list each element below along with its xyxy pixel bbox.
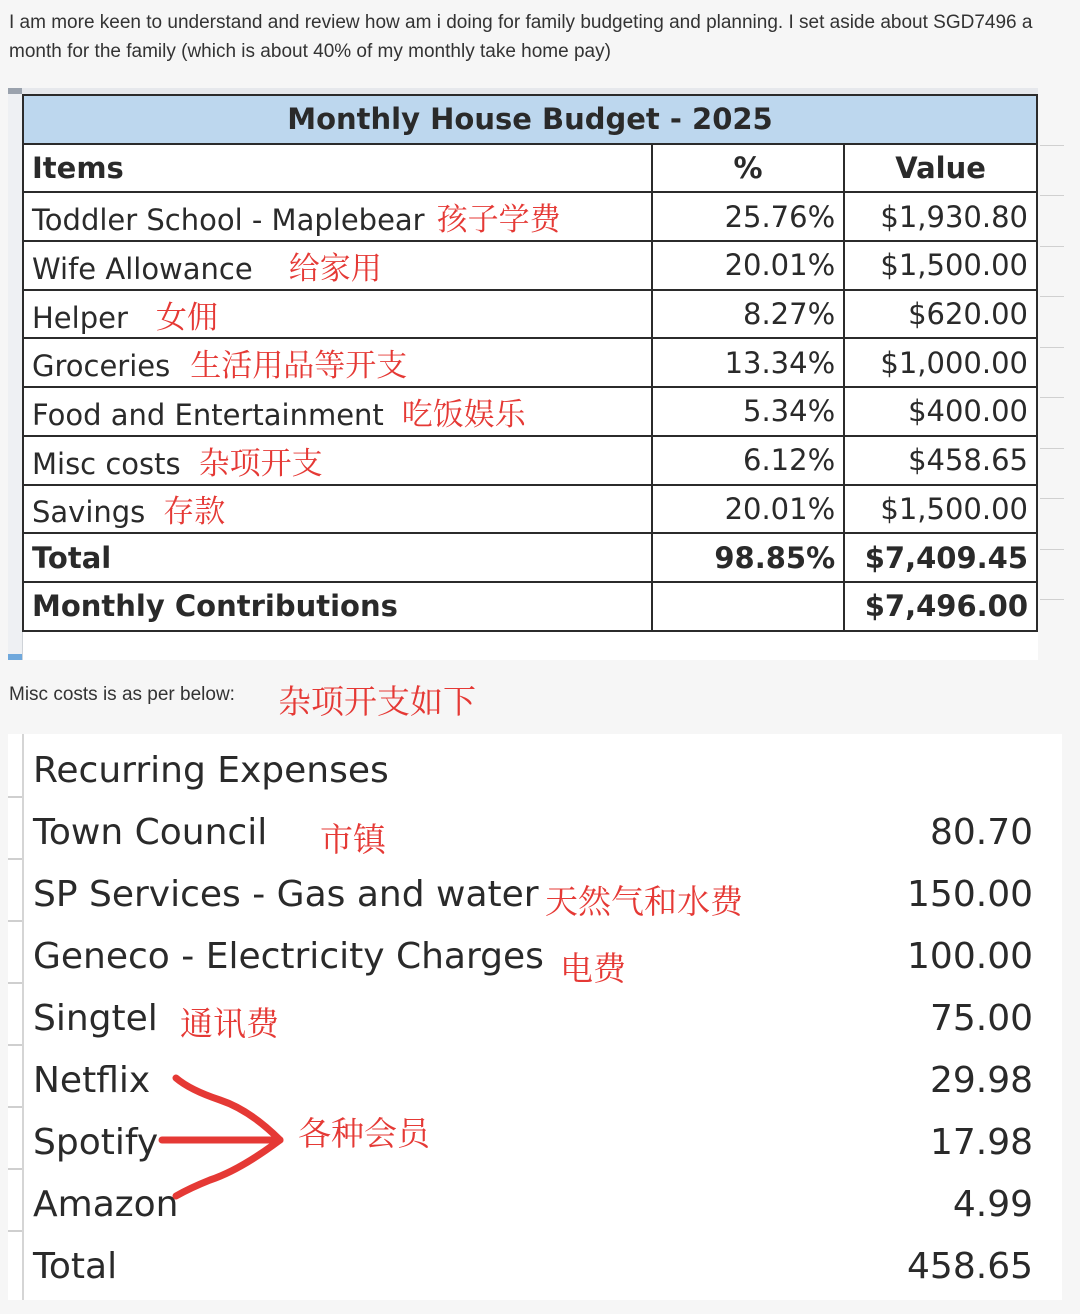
expense-amount: 4.99 bbox=[952, 1184, 1033, 1225]
budget-header-row bbox=[23, 144, 1037, 193]
value-cell: $1,000.00 bbox=[844, 338, 1037, 387]
item-cell bbox=[23, 338, 652, 387]
expense-name: Spotify bbox=[33, 1122, 159, 1163]
spreadsheet-row-gutter bbox=[8, 88, 23, 660]
header-percent: % bbox=[652, 144, 844, 193]
total-row bbox=[23, 533, 1037, 582]
item-annotation-cn: 孩子学费 bbox=[436, 202, 561, 239]
subscriptions-annotation-cn: 各种会员 bbox=[298, 1114, 430, 1153]
contributions-row bbox=[23, 582, 1037, 631]
value-cell: $620.00 bbox=[844, 290, 1037, 339]
budget-title: Monthly House Budget - 2025 bbox=[23, 95, 1037, 144]
expense-annotation-cn: 市镇 bbox=[320, 820, 386, 859]
item-annotation-cn: 吃饭娱乐 bbox=[401, 396, 526, 433]
total-value: $7,409.45 bbox=[844, 533, 1037, 582]
expense-amount: 100.00 bbox=[907, 936, 1033, 977]
table-row bbox=[23, 436, 1037, 485]
item-cell bbox=[23, 485, 652, 534]
list-item bbox=[33, 802, 1033, 864]
item-annotation-cn: 存款 bbox=[163, 494, 226, 531]
misc-costs-note-cn: 杂项开支如下 bbox=[278, 682, 476, 721]
item-annotation-cn: 给家用 bbox=[288, 250, 382, 287]
spreadsheet-row-gutter bbox=[8, 734, 24, 1300]
value-cell: $458.65 bbox=[844, 436, 1037, 485]
expense-name: Amazon bbox=[33, 1184, 179, 1225]
table-row bbox=[23, 338, 1037, 387]
expense-name: Netflix bbox=[33, 1060, 151, 1101]
header-value: Value bbox=[844, 144, 1037, 193]
expense-name: SP Services - Gas and water bbox=[33, 874, 539, 915]
item-cell bbox=[23, 241, 652, 290]
budget-title-row bbox=[23, 95, 1037, 144]
table-row bbox=[23, 290, 1037, 339]
expense-annotation-cn: 通讯费 bbox=[180, 1004, 279, 1043]
contributions-percent bbox=[652, 582, 844, 631]
recurring-total-amount: 458.65 bbox=[907, 1246, 1033, 1287]
expense-name: Geneco - Electricity Charges bbox=[33, 936, 544, 977]
item-label: Groceries bbox=[32, 349, 171, 384]
item-label: Misc costs bbox=[32, 446, 181, 481]
total-percent: 98.85% bbox=[652, 533, 844, 582]
recurring-heading: Recurring Expenses bbox=[33, 750, 389, 791]
expense-annotation-cn: 电费 bbox=[560, 949, 626, 988]
value-cell: $1,930.80 bbox=[844, 192, 1037, 241]
item-label: Toddler School - Maplebear bbox=[32, 203, 425, 238]
value-cell: $1,500.00 bbox=[844, 485, 1037, 534]
item-label: Savings bbox=[32, 495, 146, 530]
table-row bbox=[23, 241, 1037, 290]
item-cell bbox=[23, 290, 652, 339]
monthly-house-budget-table bbox=[22, 94, 1038, 632]
list-item bbox=[33, 864, 1033, 926]
header-items: Items bbox=[23, 144, 652, 193]
table-row bbox=[23, 387, 1037, 436]
recurring-heading-row bbox=[33, 740, 1033, 802]
item-cell bbox=[23, 436, 652, 485]
percent-cell: 20.01% bbox=[652, 241, 844, 290]
item-label: Helper bbox=[32, 300, 128, 335]
expense-name: Singtel bbox=[33, 998, 158, 1039]
expense-amount: 29.98 bbox=[929, 1060, 1033, 1101]
spreadsheet-right-edge bbox=[1040, 88, 1064, 660]
expense-name: Town Council bbox=[33, 812, 268, 853]
percent-cell: 25.76% bbox=[652, 192, 844, 241]
expense-amount: 80.70 bbox=[929, 812, 1033, 853]
hand-drawn-arrow-icon bbox=[150, 1060, 310, 1210]
value-cell: $400.00 bbox=[844, 387, 1037, 436]
expense-amount: 150.00 bbox=[907, 874, 1033, 915]
item-cell bbox=[23, 192, 652, 241]
item-annotation-cn: 生活用品等开支 bbox=[190, 348, 408, 385]
percent-cell: 13.34% bbox=[652, 338, 844, 387]
percent-cell: 20.01% bbox=[652, 485, 844, 534]
item-annotation-cn: 杂项开支 bbox=[198, 445, 323, 482]
contributions-label: Monthly Contributions bbox=[23, 582, 652, 631]
table-row bbox=[23, 192, 1037, 241]
recurring-total-label: Total bbox=[33, 1246, 118, 1287]
table-row bbox=[23, 485, 1037, 534]
misc-costs-note: Misc costs is as per below: bbox=[9, 684, 235, 705]
expense-amount: 17.98 bbox=[929, 1122, 1033, 1163]
expense-annotation-cn: 天然气和水费 bbox=[545, 882, 743, 921]
item-label: Food and Entertainment bbox=[32, 397, 384, 432]
recurring-total-row bbox=[33, 1236, 1033, 1298]
value-cell: $1,500.00 bbox=[844, 241, 1037, 290]
percent-cell: 5.34% bbox=[652, 387, 844, 436]
percent-cell: 8.27% bbox=[652, 290, 844, 339]
item-cell bbox=[23, 387, 652, 436]
post-intro-text: I am more keen to understand and review how am i doing for family budgeting and planning. I set aside about SGD7496 a month for the family (which is about 40% of my monthly take home pay) bbox=[9, 12, 1033, 62]
expense-amount: 75.00 bbox=[929, 998, 1033, 1039]
list-item bbox=[33, 926, 1033, 988]
contributions-value: $7,496.00 bbox=[844, 582, 1037, 631]
total-label: Total bbox=[23, 533, 652, 582]
item-label: Wife Allowance bbox=[32, 251, 253, 286]
percent-cell: 6.12% bbox=[652, 436, 844, 485]
item-annotation-cn: 女佣 bbox=[155, 299, 218, 336]
